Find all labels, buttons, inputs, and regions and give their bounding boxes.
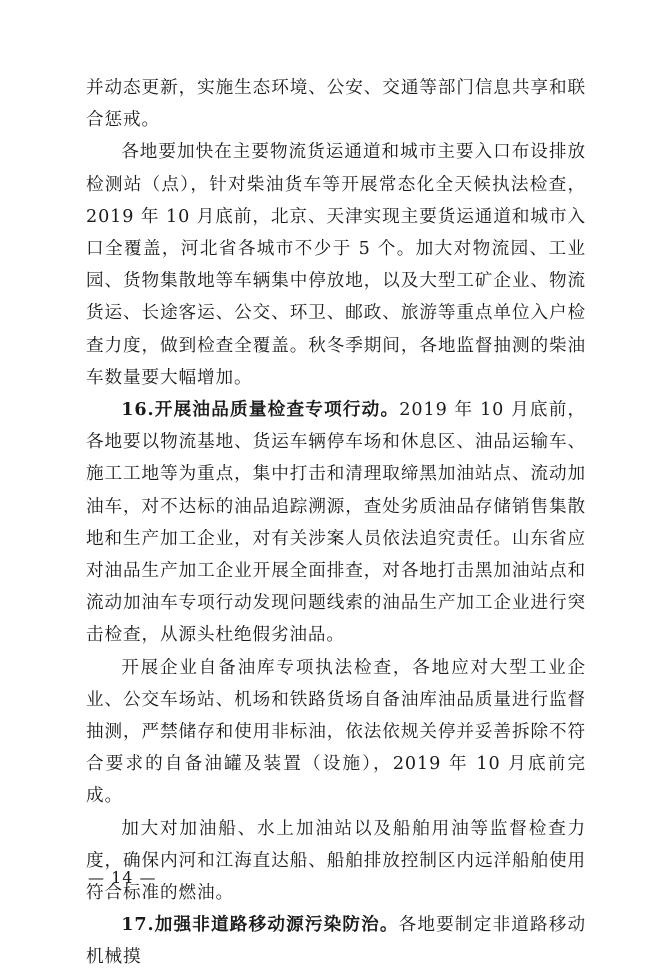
page-number: — 14 — [88,868,157,887]
paragraph [86,909,586,973]
section-heading-17: 17.加强非道路移动源污染防治。 [121,914,399,936]
paragraph-text: 加大对加油船、水上加油站以及船舶用油等监督检查力度，确保内河和江海直达船、船舶排放控制区内远洋船舶使用符合标准的燃油。 [86,818,586,904]
paragraph [86,136,586,394]
paragraph [86,394,586,652]
paragraph [86,72,586,136]
paragraph-text: 各地要制定非道路移动机械摸 [86,915,586,968]
paragraph-text: 并动态更新，实施生态环境、公安、交通等部门信息共享和联合惩戒。 [86,78,586,131]
paragraph [86,652,586,813]
paragraph-text: 开展企业自备油库专项执法检查，各地应对大型工业企业、公交车场站、机场和铁路货场自备油库油品质量进行监督抽测，严禁储存和使用非标油，依法依规关停并妥善拆除不符合要求的自备油罐及装置（设施），2019 年 10 月底前完成。 [86,657,586,807]
paragraph-text: 各地要加快在主要物流货运通道和城市主要入口布设排放检测站（点），针对柴油货车等开展常态化全天候执法检查，2019 年 10 月底前，北京、天津实现主要货运通道和城市入口全覆盖，河北省各城市不少于 5 个。加大对物流园、工业园、货物集散地等车辆集中停放地，以及大型工矿企业、物流货运、长途客运、公交、环卫、邮政、旅游等重点单位入户检查力度，做到检查全覆盖。秋冬季期间，各地监督抽测的柴油车数量要大幅增加。 [86,142,586,388]
section-heading-16: 16.开展油品质量检查专项行动。 [121,399,400,421]
paragraph-text: 2019 年 10 月底前，各地要以物流基地、货运车辆停车场和休息区、油品运输车、施工工地等为重点，集中打击和清理取缔黑加油站点、流动加油车，对不达标的油品追踪溯源，查处劣质油品存储销售集散地和生产加工企业，对有关涉案人员依法追究责任。山东省应对油品生产加工企业开展全面排查，对各地打击黑加油站点和流动加油车专项行动发现问题线索的油品生产加工企业进行突击检查，从源头杜绝假劣油品。 [86,400,586,646]
body-text [86,72,586,974]
paragraph [86,813,586,910]
